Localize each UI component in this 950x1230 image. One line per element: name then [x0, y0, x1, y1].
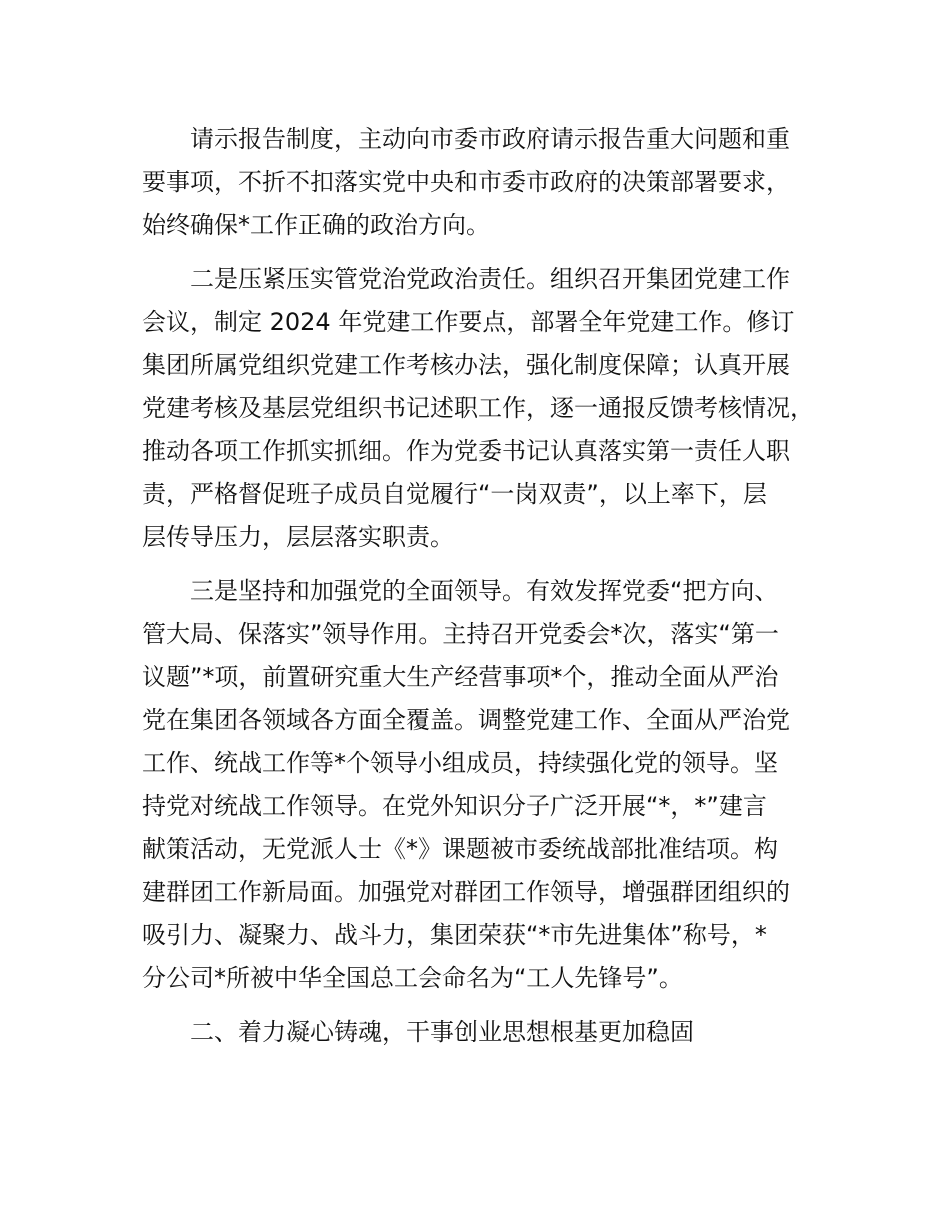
text-line: 党在集团各领域各方面全覆盖。调整党建工作、全面从严治党: [142, 706, 790, 734]
text-line: 党建考核及基层党组织书记述职工作，逐一通报反馈考核情况，: [142, 394, 814, 422]
text-line: 二是压紧压实管党治党政治责任。组织召开集团党建工作: [190, 265, 790, 293]
paragraph-1: [142, 118, 822, 247]
text-line: 议题”*项，前置研究重大生产经营事项*个，推动全面从严治: [142, 663, 779, 691]
text-line: 集团所属党组织党建工作考核办法，强化制度保障；认真开展: [142, 351, 790, 379]
text-line: 责，严格督促班子成员自觉履行“一岗双责”，以上率下，层: [142, 480, 767, 508]
text-line: 始终确保*工作正确的政治方向。: [142, 211, 490, 239]
text-line: 持党对统战工作领导。在党外知识分子广泛开展“*，*”建言: [142, 792, 767, 820]
text-line: 会议，制定 2024 年党建工作要点，部署全年党建工作。修订: [142, 308, 795, 336]
paragraph-3: [142, 570, 822, 1000]
text-line: 要事项，不折不扣落实党中央和市委市政府的决策部署要求，: [142, 168, 790, 196]
text-line: 工作、统战工作等*个领导小组成员，持续强化党的领导。坚: [142, 749, 778, 777]
text-line: 层传导压力，层层落实职责。: [142, 523, 454, 551]
text-line: 请示报告制度，主动向市委市政府请示报告重大问题和重: [190, 125, 790, 153]
text-line: 献策活动，无党派人士《*》课题被市委统战部批准结项。构: [142, 835, 778, 863]
document-body: [142, 118, 822, 1054]
text-line: 建群团工作新局面。加强党对群团工作领导，增强群团组织的: [142, 878, 790, 906]
text-line: 吸引力、凝聚力、战斗力，集团荣获“*市先进集体”称号，*: [142, 921, 767, 949]
section-heading: 二、着力凝心铸魂，干事创业思想根基更加稳固: [190, 1018, 694, 1046]
text-line: 管大局、保落实”领导作用。主持召开党委会*次，落实“第一: [142, 620, 779, 648]
text-line: 三是坚持和加强党的全面领导。有效发挥党委“把方向、: [190, 577, 779, 605]
text-line: 推动各项工作抓实抓细。作为党委书记认真落实第一责任人职: [142, 437, 790, 465]
paragraph-2: [142, 258, 822, 559]
text-line: 分公司*所被中华全国总工会命名为“工人先锋号”。: [142, 964, 683, 992]
